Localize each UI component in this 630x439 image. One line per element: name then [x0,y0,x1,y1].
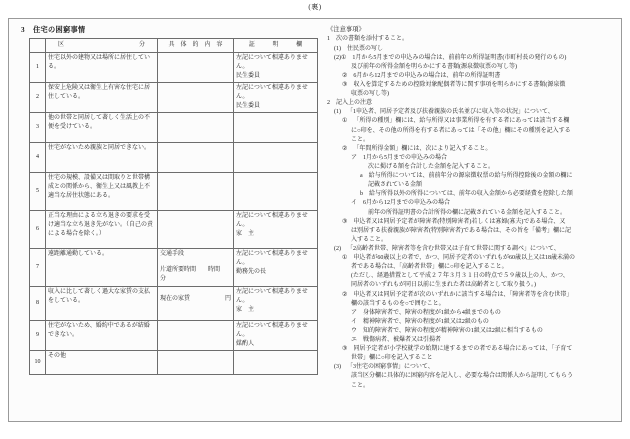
note-text: 申込者又は同居予定者が障害者(特別障害者)若しくは寡婦(寡夫)である場合、又 [353,218,566,225]
note-line [342,218,619,227]
row-number: 4 [30,142,46,172]
note-line [351,272,619,281]
note-text: 者である場合は、「高齢者世帯」欄に○印を記入すること。 [351,264,508,271]
note-text: 身体障害者で、障害の程度が1級から4級までのもの [363,309,501,316]
note-line [368,209,619,218]
note-label: (3) [334,364,347,371]
note-text: 同居者のいずれもが同日以前に生まれた者は高齢者として取り扱う。) [351,282,536,289]
note-text: に○印を、その他の所得を有する者にあっては「その他」欄にその種別を記入する [351,127,571,134]
note-text: 収票の写し等) [351,91,389,98]
column-header-naiyo: 具 体 的 内 容 [158,39,234,53]
note-label: ア [351,154,364,161]
row-shomei-field[interactable] [234,286,318,320]
shomei-role: 家 主 [236,230,255,237]
naiyo-field-line-2 [160,295,231,304]
row-kubun-text: 保安上危険又は衛生上有害な住宅に居住している。 [46,82,158,112]
row-number: 7 [30,248,46,286]
row-number: 10 [30,350,46,374]
note-text: 同居予定者が小学校就学の始期に達するまでの者である場合にあっては、「子育て [353,346,573,353]
row-shomei-field[interactable] [234,210,318,248]
note-text: 記載されている金額 [368,182,423,189]
table-row [30,210,318,248]
naiyo-spacer [160,259,231,266]
note-line [342,117,619,126]
note-text: 「2高齢者世帯、障害者等を含む世帯又は子育て世帯に関する調べ」について、 [347,245,560,252]
naiyo-field-line-1 [160,250,231,259]
section-number: 3 [21,26,25,34]
note-text: 前年の所得証明書の合計所得の欄に記載されている金額を記入すること。 [368,209,567,216]
shomei-statement: 左記について相違ありません。 [236,251,308,266]
row-number: 9 [30,320,46,350]
row-naiyo-field[interactable] [158,142,234,172]
page-side-marker: (裏) [308,3,322,11]
table-header-row [30,39,318,53]
note-label: ウ [351,327,364,334]
column-header-shomei [234,39,318,53]
naiyo-label-2: 片道所要時間 時間 分 [160,267,233,283]
note-label: 2 [327,100,337,107]
note-line [342,145,619,154]
note-label: ③ [342,218,354,225]
row-kubun-text: その他 [46,350,158,374]
note-line [351,154,619,163]
note-text: 及び前年の所得金額を明らかにする書類(源泉徴収票の写し等) [351,63,517,70]
note-line [368,163,619,172]
note-line [368,181,619,190]
note-label: ア [351,309,364,316]
row-naiyo-field[interactable] [158,52,234,82]
note-text: 欄の該当するものを○で囲むこと。 [351,300,445,307]
row-number: 8 [30,286,46,320]
row-shomei-field[interactable] [234,350,318,374]
note-label: ③ [342,81,354,88]
note-line [351,336,619,345]
row-shomei-field[interactable] [234,172,318,210]
note-text: こと。 [351,382,370,389]
naiyo-field-line-2 [160,266,231,284]
note-text: 記入上の注意 [336,100,373,107]
row-kubun-text: 住宅がないため親族と同居できない。 [46,142,158,172]
note-label: (2) [334,245,347,252]
note-line [351,127,619,136]
column-header-shomei-2: 明 [272,42,279,48]
row-number: 6 [30,210,46,248]
note-text: こと。 [351,136,370,143]
table-row [30,82,318,112]
note-line [334,363,619,372]
hardship-section [21,25,317,375]
note-line [351,382,619,391]
note-label: ② [342,145,354,152]
note-text: 「1申込者、同居予定者及び扶養親族の氏名並びに収入等の状況」について、 [347,109,554,116]
note-line [351,354,619,363]
table-row [30,112,318,142]
note-text: 入すること。 [351,236,388,243]
note-text: 1月から5月までの申込みの場合は、前前年の所得証明書(市町村長の発行のもの) [352,54,567,61]
note-text: 該当区分欄に具体的に困窮内容を記入し、必要な場合は関係人から証明してもらう [351,373,574,380]
table-row [30,52,318,82]
note-text: 精神障害者で、障害の程度が1級又は2級のもの [363,318,489,325]
shomei-statement: 左記について相違ありません。 [236,323,308,338]
column-header-kubun-left: 区 [58,42,65,48]
note-label: (1) [334,109,347,116]
note-label: a [360,173,369,180]
row-kubun-text: 遠距離通勤している。 [46,248,158,286]
note-text: 戦傷病者、被爆者又は引揚者 [363,337,442,344]
row-shomei-field[interactable] [234,52,318,82]
notes-list [327,35,619,390]
note-line [360,190,619,199]
column-header-shomei-3: 欄 [296,42,303,48]
naiyo-label-2: 現在の家賃 [160,296,191,303]
row-naiyo-field[interactable] [158,172,234,210]
row-shomei-field[interactable] [234,142,318,172]
naiyo-unit-2: 円 [224,296,231,303]
note-text: 申込者が60歳以上の者で、かつ、同居予定者のいずれもが60歳以上又は18歳未満の [353,255,576,262]
note-label: ② [342,72,354,79]
note-label: (2)① [334,54,353,61]
shomei-role: 媒酌人 [236,340,255,347]
row-shomei-field[interactable] [234,320,318,350]
note-line [351,199,619,208]
table-row [30,320,318,350]
row-naiyo-field[interactable] [158,82,234,112]
row-number: 5 [30,172,46,210]
row-naiyo-field[interactable] [158,350,234,374]
note-line [351,90,619,99]
note-line [351,300,619,309]
note-text: 「年間所得金額」欄には、次により記入すること。 [353,145,492,152]
note-label: ① [342,118,354,125]
row-naiyo-field[interactable] [158,248,234,286]
column-header-no [30,39,46,53]
note-line [342,345,619,354]
note-line [327,99,619,108]
row-naiyo-field[interactable] [158,210,234,248]
shomei-statement: 左記について相違ありません。 [236,85,308,100]
note-label: ① [342,255,354,262]
table-row [30,350,318,374]
note-line [351,63,619,72]
note-line [342,291,619,300]
note-label: エ [351,337,364,344]
note-label: イ [351,200,364,207]
row-kubun-text: 収入に比して著しく過大な家賃の支払をしている。 [46,286,158,320]
note-label: b [360,191,370,198]
note-text: 「3住宅の困窮事情」について、 [347,364,434,371]
note-label: ② [342,291,354,298]
row-kubun-text: 正当な理由による立ち退きの要求を受け適当な立ち退き先がない。（自己の責による場合を除く。） [46,210,158,248]
table-row [30,142,318,172]
note-line [351,236,619,245]
note-text: 1月から5月までの申込みの場合 [363,154,448,161]
naiyo-spacer [160,288,231,295]
shomei-statement: 左記について相違ありません。 [236,213,308,228]
notes-title: 《注意事項》 [327,26,365,33]
naiyo-label-1: 交通手段 [160,251,185,258]
shomei-role: 民生委員 [236,72,261,79]
shomei-statement: 左記について相違ありません。 [236,289,308,304]
row-shomei-field[interactable] [234,82,318,112]
note-line [351,281,619,290]
row-kubun-text: 他の世帯と同居して著しく生活上の不便を受けている。 [46,112,158,142]
note-line [351,372,619,381]
note-text: は別居する扶養親族が障害者(特別障害者)である場合は、その旨を「備考」欄に記 [351,227,571,234]
note-line [342,81,619,90]
row-shomei-field[interactable] [234,112,318,142]
note-line [342,254,619,263]
note-text: 「所得の種別」欄には、給与所得又は事業所得を有する者にあっては該当する欄 [353,118,570,125]
note-line [351,309,619,318]
note-line [360,172,619,181]
note-text: 給与所得以外の所得については、前年の収入金額から必要経費を控除した額 [369,191,573,198]
row-number: 3 [30,112,46,142]
row-number: 1 [30,52,46,82]
hardship-table-body [30,52,318,374]
shomei-role: 勤務先の長 [236,268,267,275]
note-text: 知的障害者で、障害の程度が精神障害の1級又は2級に相当するもの [363,327,543,334]
note-line [351,318,619,327]
note-line [334,45,619,54]
note-text: 次の書類を添付すること。 [336,36,409,43]
note-line [351,136,619,145]
note-line [351,327,619,336]
row-kubun-text: 住宅以外の建物又は場所に居住している。 [46,52,158,82]
note-label: (1) [334,45,347,52]
note-text: 給与所得については、前前年分の源泉徴収票の給与所得控除後の金額の欄に [368,173,573,180]
row-shomei-field[interactable] [234,248,318,286]
note-text: 世帯」欄に○印を記入すること [351,355,433,362]
note-text: 申込者又は同居予定者が次のいずれかに該当する場合は、「障害者等を含む世帯」 [353,291,573,298]
note-text: 6月から12月までの申込みの場合は、前年の所得証明書 [353,72,501,79]
note-label: イ [351,318,364,325]
table-row [30,286,318,320]
column-header-kubun [46,39,158,53]
column-header-shomei-1: 証 [248,42,255,48]
note-line [334,54,619,63]
row-naiyo-field[interactable] [158,112,234,142]
note-label: 1 [327,36,337,43]
note-line [334,108,619,117]
note-line [327,35,619,44]
note-text: (ただし、経過措置として平成２７年３月３１日の時点で５９歳以上の人、かつ、 [351,273,569,280]
note-text: 次に掲げる額を合計した金額を記入すること。 [368,163,495,170]
note-text: 6月から12月までの申込みの場合 [363,200,451,207]
row-naiyo-field[interactable] [158,286,234,320]
note-label: ③ [342,346,354,353]
note-line [351,227,619,236]
row-naiyo-field[interactable] [158,320,234,350]
shomei-role: 家 主 [236,306,255,313]
form-sheet [8,18,622,422]
table-row [30,172,318,210]
column-header-kubun-right: 分 [138,42,145,48]
note-line [334,245,619,254]
row-kubun-text: 住宅がないため、婚約中であるが結婚できない。 [46,320,158,350]
shomei-role: 民生委員 [236,102,261,109]
note-text: 収入を算定するための控除対象配偶者等に関す事項を明らかにする書類(源泉徴 [353,81,566,88]
section-title: 住宅の困窮事情 [33,26,86,34]
row-number: 2 [30,82,46,112]
note-line [351,263,619,272]
note-line [342,72,619,81]
notes-section [327,25,619,391]
section-heading [21,25,317,35]
table-row [30,248,318,286]
row-kubun-text: 住宅の規模、設備又は間取りと世帯構成との関係から、衛生上又は風教上不適当な居住状態にある。 [46,172,158,210]
shomei-statement: 左記について相違ありません。 [236,55,308,70]
hardship-table [29,38,318,375]
note-text: 住民票の写し [347,45,384,52]
